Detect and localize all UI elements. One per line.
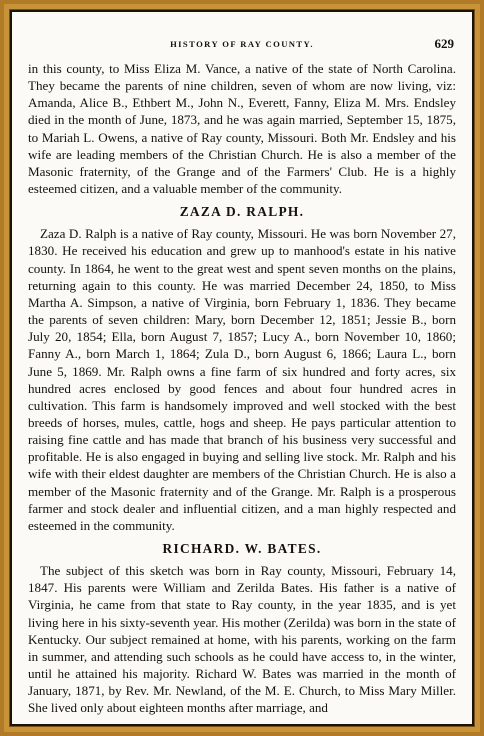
page-number: 629 (434, 36, 454, 51)
section-heading-zaza-ralph: ZAZA D. RALPH. (179, 204, 305, 220)
running-head (28, 36, 456, 50)
intro-paragraph: in this county, to Miss Eliza M. Vance, a native of the state of North Carolina. They became the parents of nine children, seven of whom are now living, viz: Amanda, Alice B., Ethbert M., John N., Everett, Fanny, Eliza M. Mrs. Endsley died in the month of June, 1873, and he was again married, September 15, 1875, to Mariah L. Owens, a native of Ray county, Missouri. Both Mr. Endsley and his wife are leading members of the Christian Church. He is also a member of the Masonic fraternity, of the Grange and of the Farmers' Club. He is a highly esteemed citizen, and a valuable member of the community. (28, 61, 456, 197)
biography-paragraph-zaza-ralph: Zaza D. Ralph is a native of Ray county, Missouri. He was born November 27, 1830. He received his education and grew up to manhood's estate in his native county. In 1864, he went to the great west and spent seven months on the plains, returning again to this county. He was married December 24, 1850, to Miss Martha A. Simpson, a native of Virginia, born February 1, 1836. They became the parents of seven children: Mary, born December 12, 1851; Jessie B., born July 20, 1854; Ella, born August 7, 1857; Lucy A., born November 10, 1860; Fanny A., born March 1, 1864; Zula D., born August 6, 1866; Laura L., born June 5, 1869. Mr. Ralph owns a fine farm of six hundred and forty acres, six hundred acres enclosed by good fences and about four hundred acres in cultivation. This farm is handsomely improved and well stocked with the best breeds of horses, mules, cattle, hogs and sheep. He pays particular attention to raising fine cattle and has made that branch of his business very successful and profitable. He is also engaged in buying and selling live stock. Mr. Ralph and his wife with their eldest daughter are members of the Christian Church. He is also a member of the Masonic fraternity and of the Grange. Mr. Ralph is a prosperous farmer and stock dealer and influential citizen, and a man highly respected and esteemed in the community. (28, 226, 456, 533)
biography-paragraph-richard-bates: The subject of this sketch was born in Ray county, Missouri, February 14, 1847. His parents were William and Zerilda Bates. His father is a native of Virginia, he came from that state to Ray county, in the year 1835, and is yet living here in his sixty-seventh year. His mother (Zerilda) was born in the state of Kentucky. Our subject remained at home, with his parents, working on the farm in summer, and attending such schools as he could have access to, in the winter, until he attained his majority. Richard W. Bates was married in the month of January, 1871, by Rev. Mr. Newland, of the M. E. Church, to Miss Mary Miller. She lived only about eighteen months after marriage, and (28, 563, 456, 716)
section-heading-richard-bates: RICHARD. W. BATES. (162, 541, 322, 557)
book-page (12, 12, 472, 724)
running-title: HISTORY OF RAY COUNTY. (170, 39, 314, 49)
